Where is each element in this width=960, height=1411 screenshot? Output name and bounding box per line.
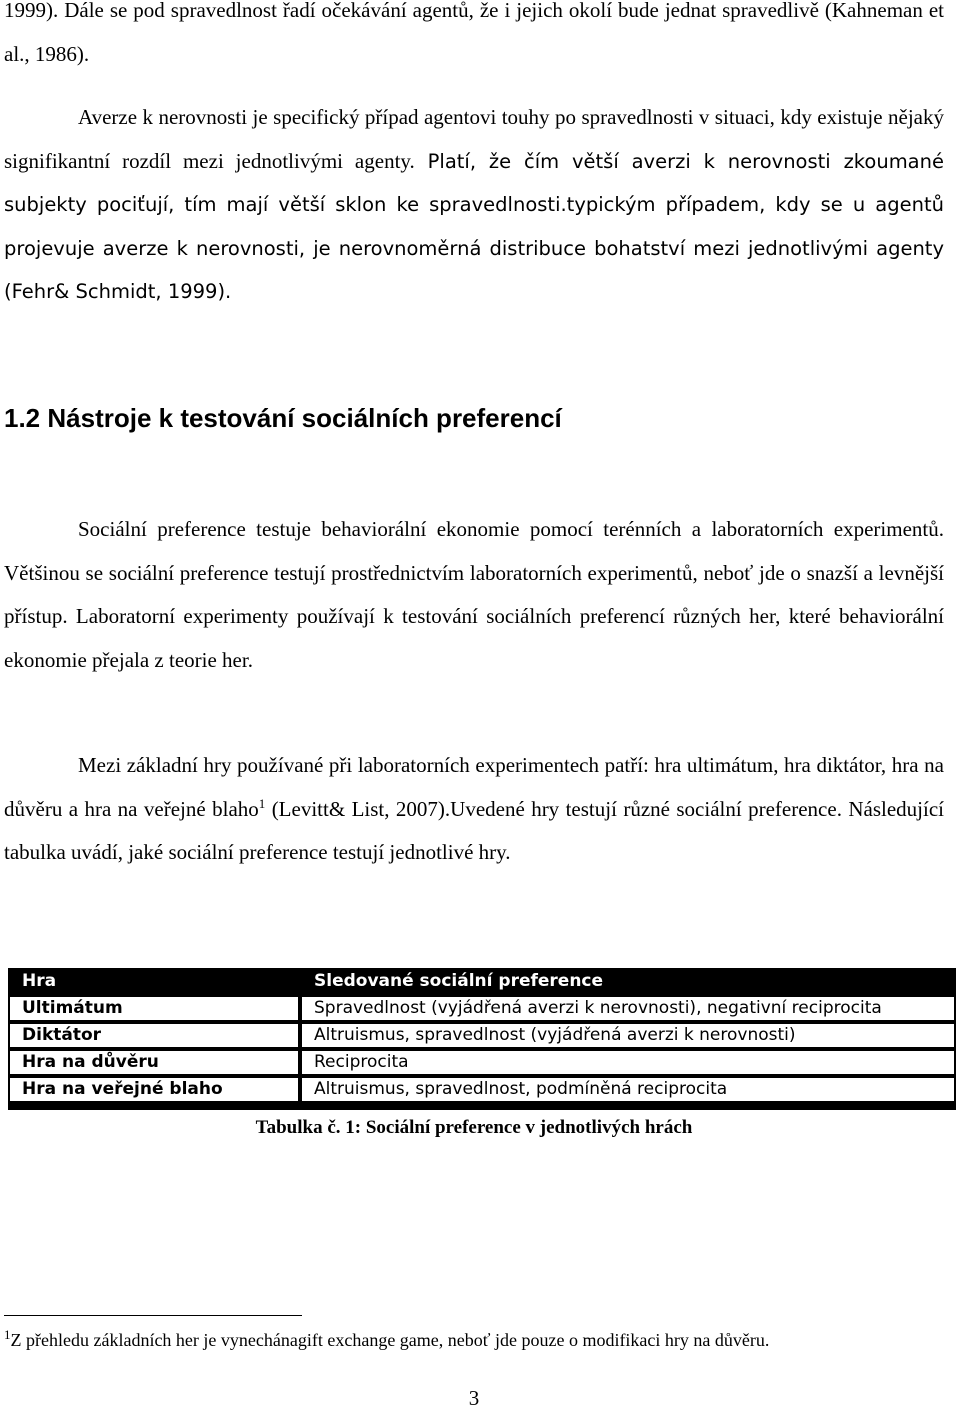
paragraph-text: (Levitt& List, 2007).Uvedené hry testují různé sociální preference. Následující tabulka uvádí, jaké sociální preference testují jednotlivé hry. bbox=[4, 796, 944, 864]
paragraph-inequality-aversion bbox=[4, 96, 944, 314]
table-cell-game: Hra na důvěru bbox=[10, 1051, 298, 1074]
table-cell-preference: Altruismus, spravedlnost (vyjádřená averzi k nerovnosti) bbox=[302, 1024, 954, 1047]
footnote-separator bbox=[4, 1315, 302, 1316]
footnote-marker: 1 bbox=[4, 1327, 11, 1342]
table-row bbox=[10, 1051, 954, 1074]
paragraph-social-preferences: Sociální preference testuje behaviorální ekonomie pomocí terénních a laboratorních experimentů. Většinou se sociální preference testují prostřednictvím laboratorních experimentů, neboť jde o snazší a levnější přístup. Laboratorní experimenty používají k testování sociálních preferencí různých her, které behaviorální ekonomie přejala z teorie her. bbox=[4, 517, 944, 672]
paragraph-text: Averze k nerovnosti je specifický případ agentovi touhy po spravedlnosti v situaci, kdy existuje nějaký signifikantní rozdíl mezi jednotlivými agenty. bbox=[4, 105, 944, 173]
paragraph-text: Mezi základní hry používané při laboratorních experimentech patří: hra ultimátum, hra diktátor, hra na důvěru a hra na veřejné blaho bbox=[4, 753, 944, 821]
table-header-row bbox=[10, 970, 954, 993]
table-header-cell: Hra bbox=[10, 970, 298, 993]
footnote-reference: 1 bbox=[258, 795, 266, 811]
table-cell-game: Hra na veřejné blaho bbox=[10, 1078, 298, 1101]
table-cell-preference: Reciprocita bbox=[302, 1051, 954, 1074]
table-row bbox=[10, 1078, 954, 1101]
table-cell-preference: Spravedlnost (vyjádřená averzi k nerovnosti), negativní reciprocita bbox=[302, 997, 954, 1020]
paragraph-basic-games bbox=[4, 744, 944, 875]
section-heading: 1.2 Nástroje k testování sociálních preferencí bbox=[4, 403, 562, 433]
table-header-cell: Sledované sociální preference bbox=[302, 970, 954, 993]
table-cell-preference: Altruismus, spravedlnost, podmíněná reciprocita bbox=[302, 1078, 954, 1101]
table-caption: Tabulka č. 1: Sociální preference v jednotlivých hrách bbox=[255, 1117, 693, 1138]
table-row bbox=[10, 997, 954, 1020]
paragraph-continuation: 1999). Dále se pod spravedlnost řadí očekávání agentů, že i jejich okolí bude jednat spravedlivě (Kahneman et al., 1986). bbox=[4, 0, 944, 66]
table-cell-game: Ultimátum bbox=[10, 997, 298, 1020]
footnote bbox=[4, 1327, 770, 1351]
footnote-text: Z přehledu základních her je vynechánagift exchange game, neboť jde pouze o modifikaci hry na důvěru. bbox=[10, 1330, 770, 1350]
table-row bbox=[10, 1024, 954, 1047]
paragraph-text-sans: Platí, že čím větší averzi k nerovnosti zkoumané subjekty pociťují, tím mají větší sklon ke spravedlnosti.typickým případem, kdy se u agentů projevuje averze k nerovnosti, je nerovnoměrná distribuce bohatství mezi jednotlivými agenty (Fehr& Schmidt, 1999). bbox=[4, 149, 944, 303]
table-cell-game: Diktátor bbox=[10, 1024, 298, 1047]
preferences-table bbox=[8, 968, 956, 1110]
page-number: 3 bbox=[468, 1386, 480, 1410]
